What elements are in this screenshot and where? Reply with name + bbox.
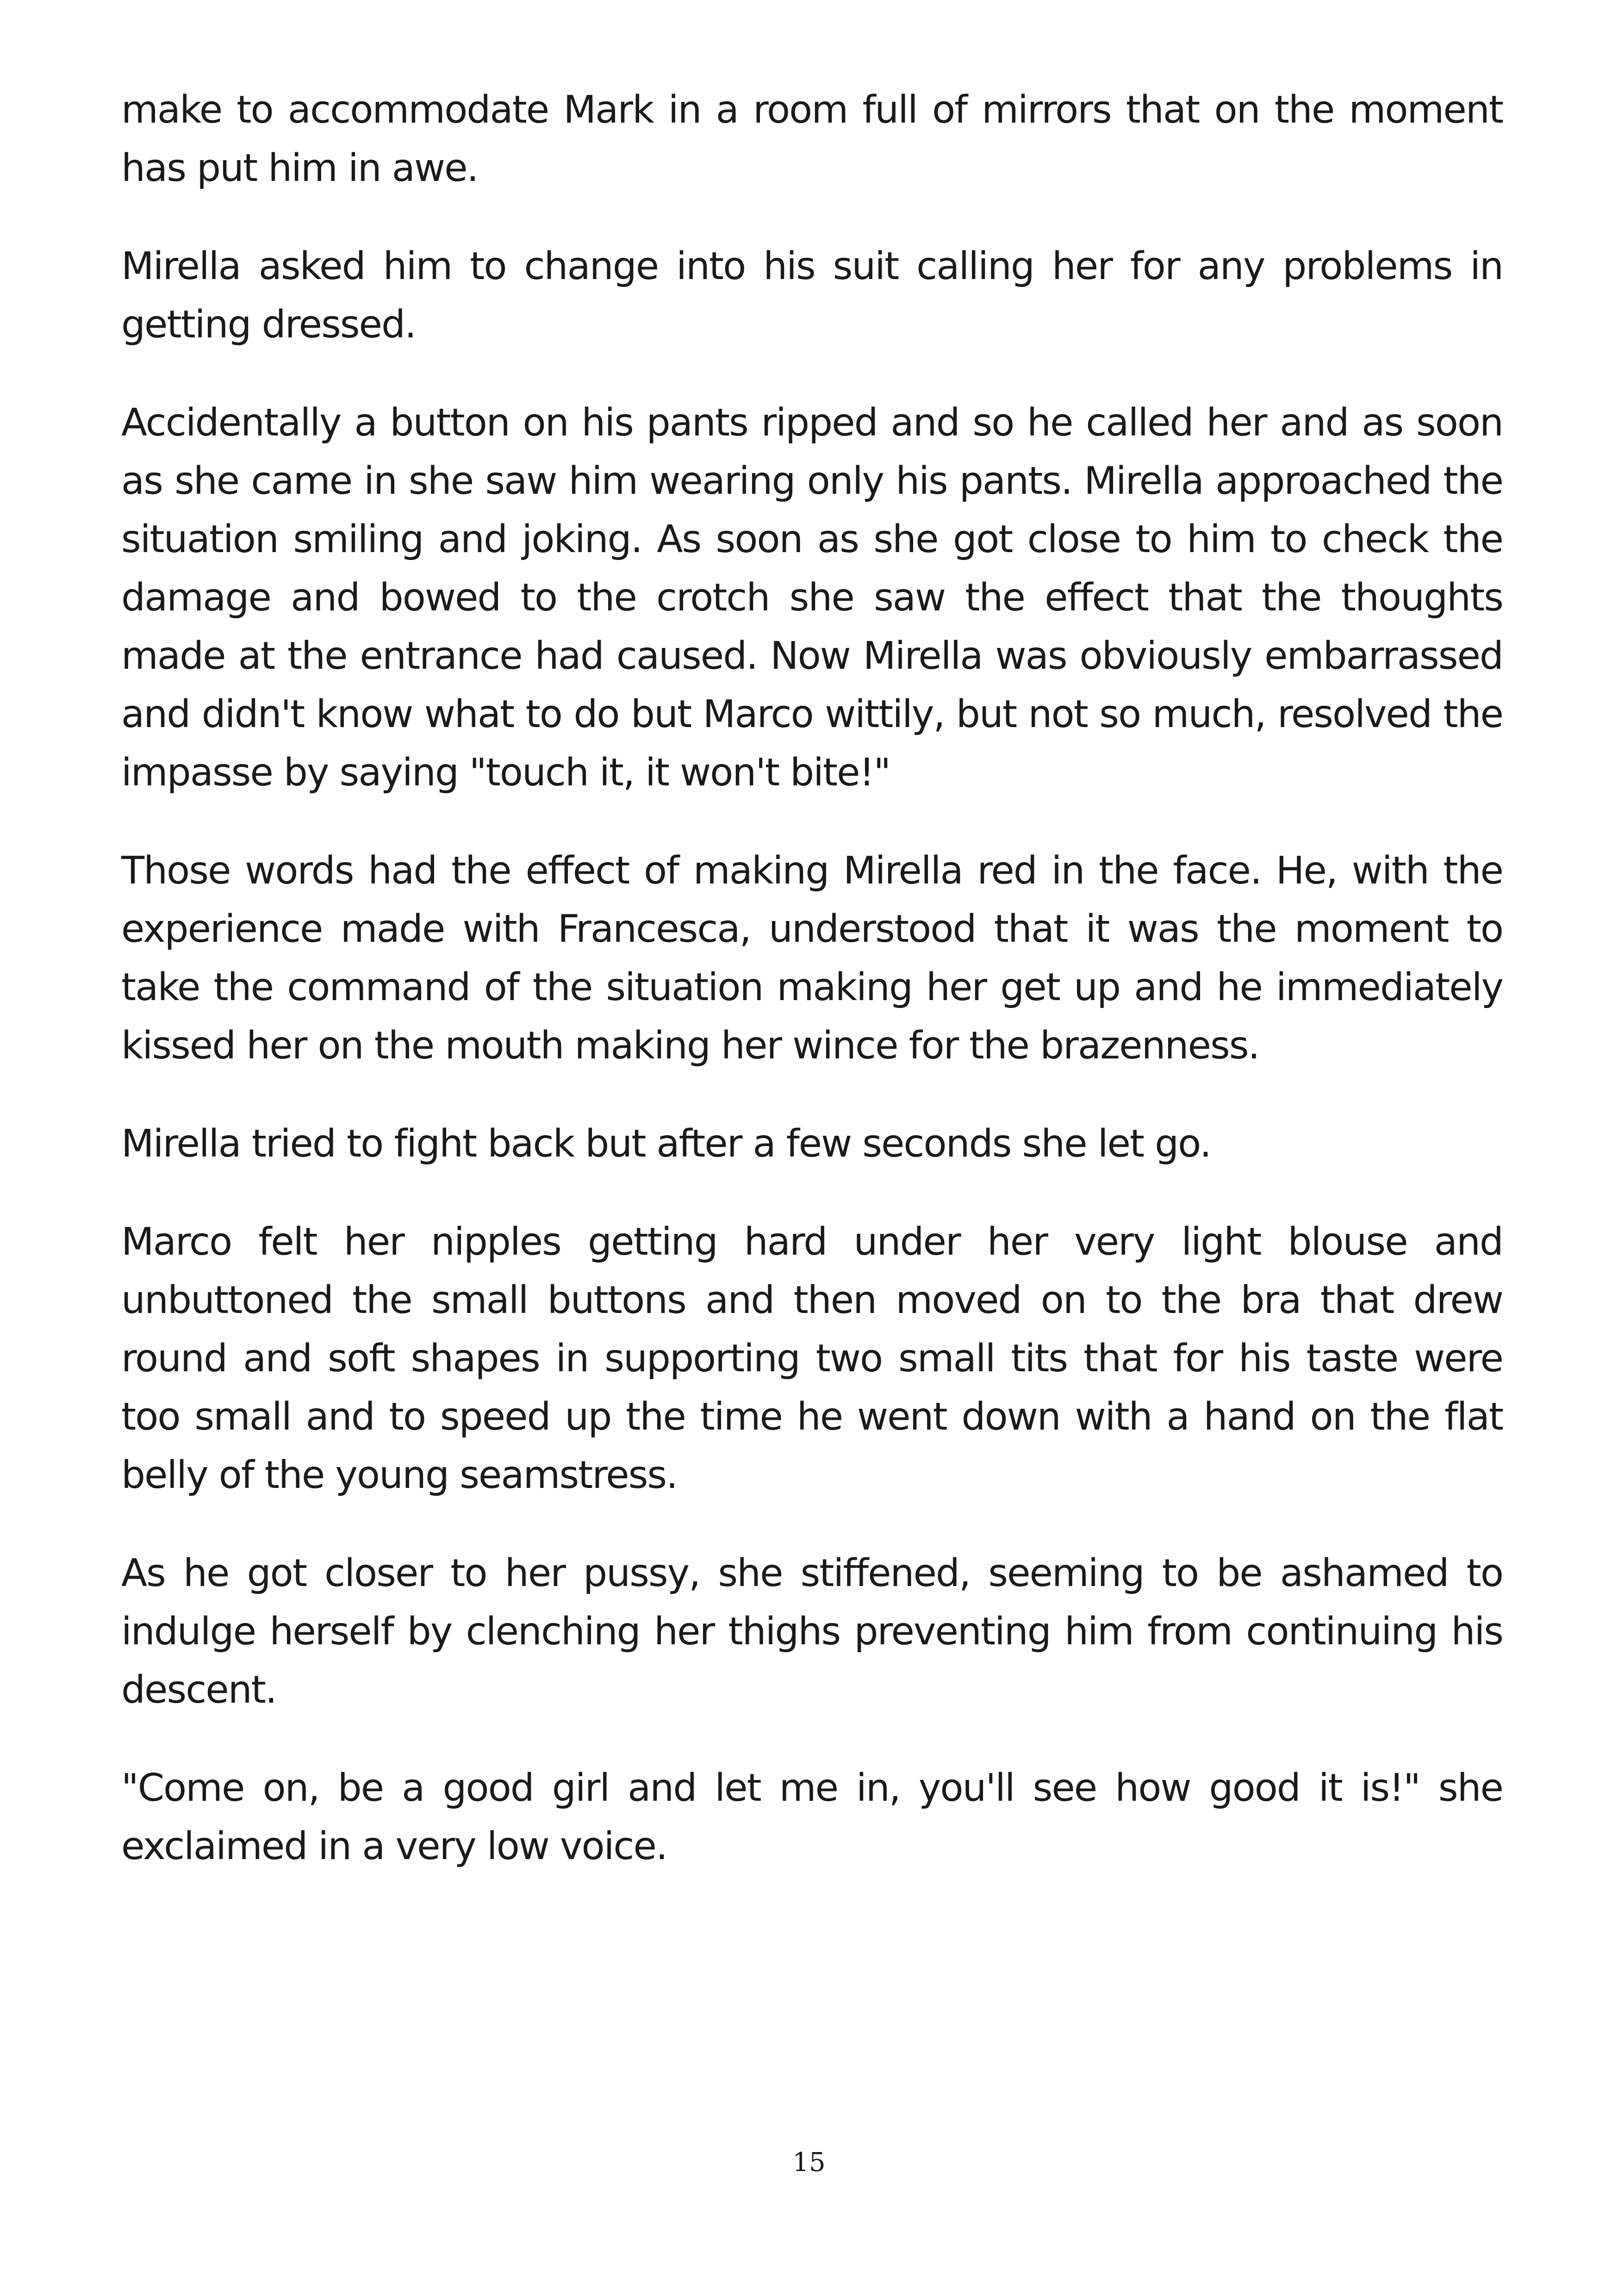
paragraph-1: make to accommodate Mark in a room full of mirrors that on the moment has put him in awe. <box>121 88 1503 190</box>
paragraph-6: Marco felt her nipples getting hard under her very light blouse and unbuttoned the small buttons and then moved on to the bra that drew round and soft shapes in supporting two small tits that for his taste were too small and to speed up the time he went down with a hand on the flat belly of the young seamstress. <box>121 1220 1503 1497</box>
paragraph-4: Those words had the effect of making Mirella red in the face. He, with the experience made with Francesca, understood that it was the moment to take the command of the situation making her get up and he immediately kissed her on the mouth making her wince for the brazenness. <box>121 849 1503 1068</box>
body-text <box>121 81 1503 1916</box>
paragraph-8: "Come on, be a good girl and let me in, you'll see how good it is!" she exclaimed in a very low voice. <box>121 1766 1503 1868</box>
paragraph-3: Accidentally a button on his pants ripped and so he called her and as soon as she came in she saw him wearing only his pants. Mirella approached the situation smiling and joking. As soon as she got close to him to check the damage and bowed to the crotch she saw the effect that the thoughts made at the entrance had caused. Now Mirella was obviously embarrassed and didn't know what to do but Marco wittily, but not so much, resolved the impasse by saying "touch it, it won't bite!" <box>121 401 1503 795</box>
paragraph-5: Mirella tried to fight back but after a few seconds she let go. <box>121 1122 1211 1166</box>
paragraph-7: As he got closer to her pussy, she stiffened, seeming to be ashamed to indulge herself by clenching her thighs preventing him from continuing his descent. <box>121 1551 1503 1712</box>
paragraph-2: Mirella asked him to change into his suit calling her for any problems in getting dressed. <box>121 244 1503 347</box>
page-number: 15 <box>792 2147 826 2178</box>
